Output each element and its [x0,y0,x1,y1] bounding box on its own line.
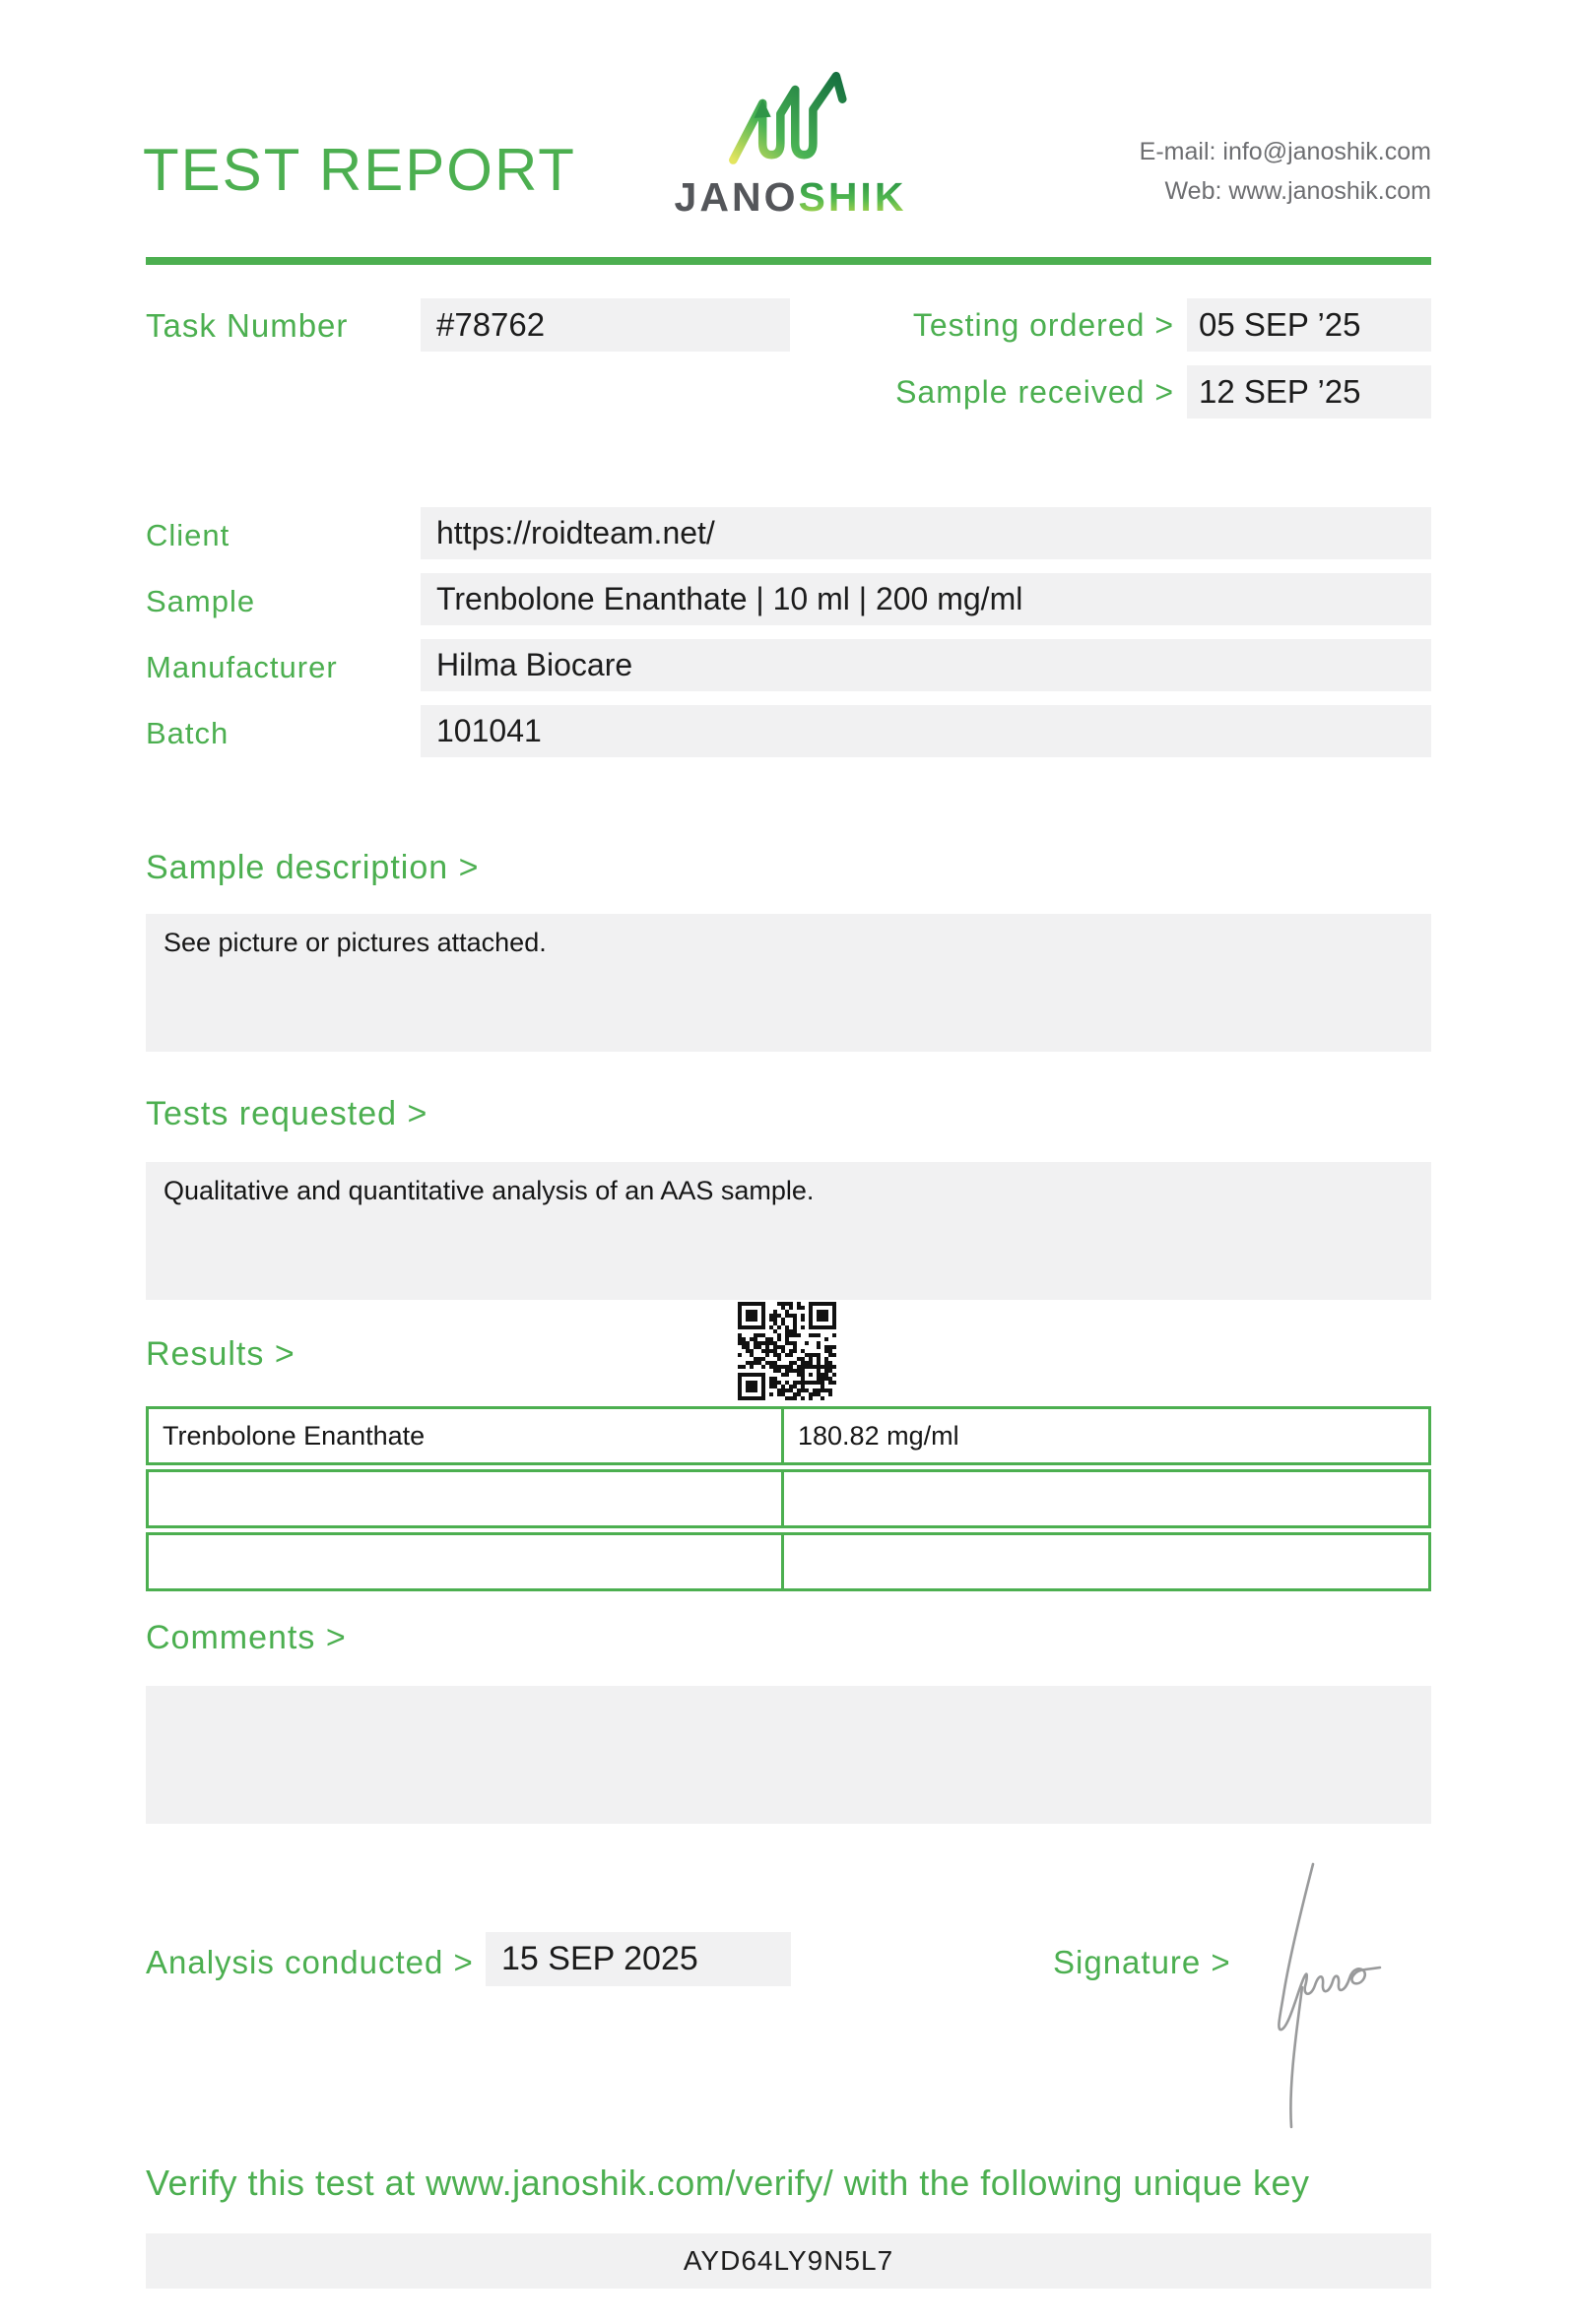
page-title: TEST REPORT [143,137,576,203]
manufacturer-label: Manufacturer [146,650,338,684]
result-concentration-empty [784,1472,1428,1525]
contact-web: Web: www.janoshik.com [1164,177,1431,205]
analysis-conducted-label: Analysis conducted > [146,1944,474,1980]
testing-ordered-value: 05 SEP ’25 [1187,298,1431,352]
testing-ordered-label: Testing ordered > [912,307,1174,343]
analysis-date-value: 15 SEP 2025 [486,1932,791,1986]
signature-label: Signature > [1053,1944,1231,1980]
tests-requested-heading: Tests requested > [146,1095,428,1132]
batch-label: Batch [146,716,230,750]
client-label: Client [146,518,230,552]
sample-received-label: Sample received > [895,374,1174,410]
contact-email: E-mail: info@janoshik.com [1139,138,1431,165]
task-number-label: Task Number [146,307,349,344]
verify-key: AYD64LY9N5L7 [146,2233,1431,2289]
batch-value: 101041 [421,705,1431,757]
client-value: https://roidteam.net/ [421,507,1431,559]
results-row-1 [146,1406,1431,1465]
chart-arrow-icon [717,57,865,167]
result-substance: Trenbolone Enanthate [149,1409,784,1462]
results-row-3 [146,1532,1431,1591]
result-substance-empty [149,1472,784,1525]
signature-scribble [1236,1830,1473,2145]
result-substance-empty2 [149,1535,784,1588]
comments-heading: Comments > [146,1619,347,1656]
logo-word-green: SHIK [798,174,907,220]
qr-code [736,1300,838,1402]
results-heading: Results > [146,1335,296,1373]
sample-received-value: 12 SEP ’25 [1187,365,1431,419]
comments-box [146,1686,1431,1824]
header-divider [146,257,1431,265]
result-concentration: 180.82 mg/ml [798,1420,959,1451]
verify-instructions: Verify this test at www.janoshik.com/verify/ with the following unique key [146,2163,1310,2203]
manufacturer-value: Hilma Biocare [421,639,1431,691]
sample-label: Sample [146,584,256,618]
task-number-value: #78762 [421,298,790,352]
results-row-2 [146,1469,1431,1528]
contact-block [1140,132,1431,211]
tests-requested-box: Qualitative and quantitative analysis of an AAS sample. [146,1162,1431,1300]
sample-description-heading: Sample description > [146,849,480,886]
results-table [146,1406,1431,1591]
logo-wordmark [640,174,941,221]
result-concentration-empty2 [784,1535,1428,1588]
sample-value: Trenbolone Enanthate | 10 ml | 200 mg/ml [421,573,1431,625]
janoshik-logo [640,57,941,221]
logo-word-gray: JANO [674,174,799,220]
sample-description-box: See picture or pictures attached. [146,914,1431,1052]
